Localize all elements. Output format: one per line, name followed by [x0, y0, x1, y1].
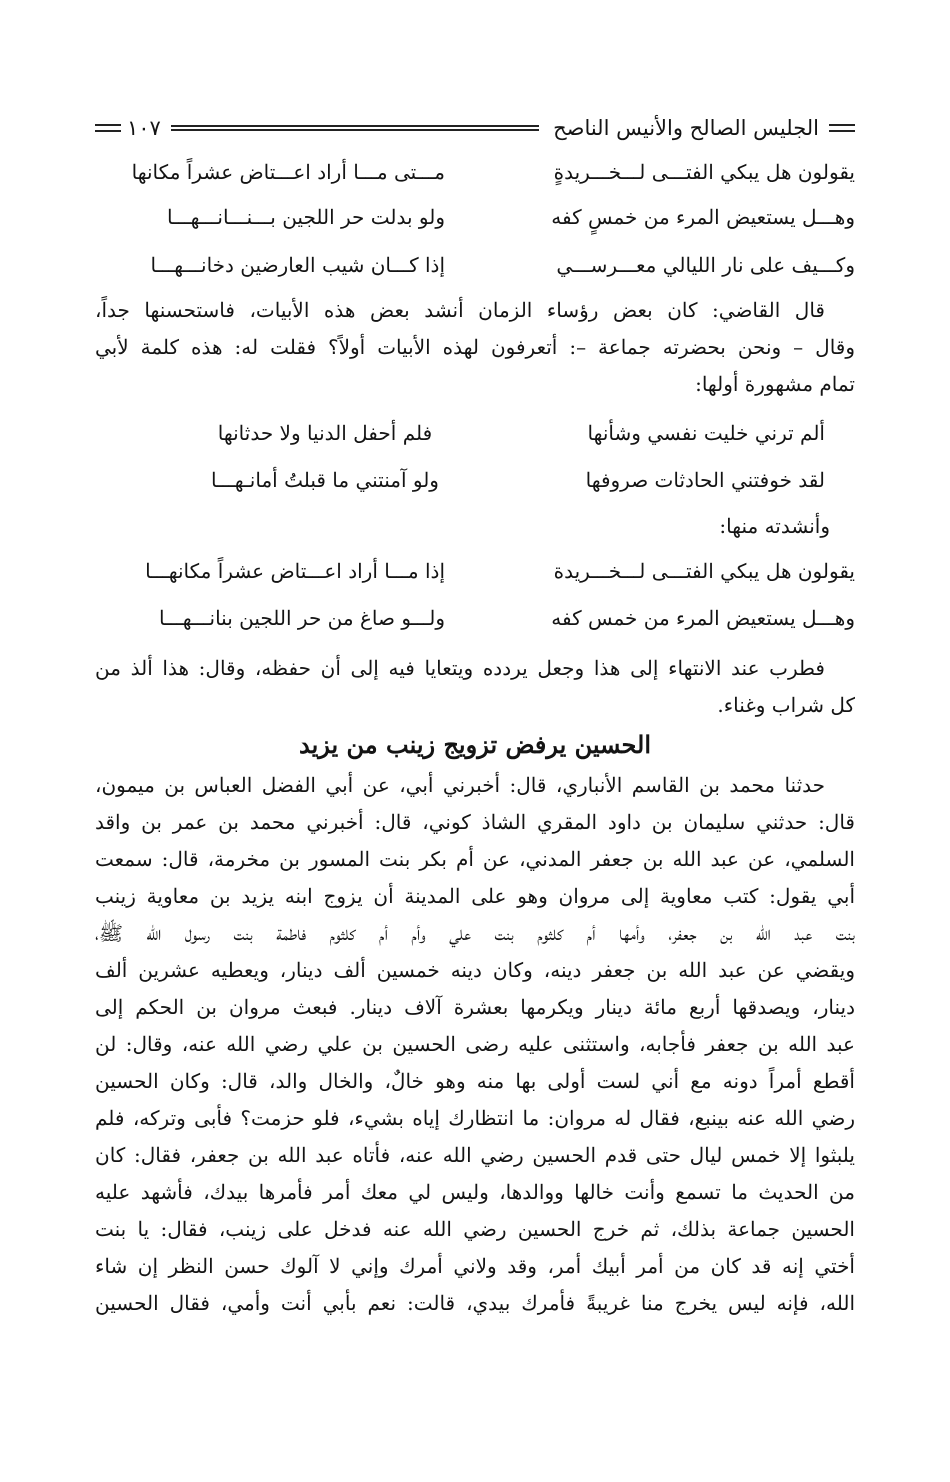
text-line: كل شراب وغناء.	[717, 693, 855, 717]
text-line: وقال – ونحن بحضرته جماعة –: أتعرفون لهذه الأبيات أولاً؟ فقلت له: هذه كلمة لأبي	[95, 335, 855, 359]
verse-first-hemistich: يقولون هل يبكي الفتـــى لـــخـــريدة	[553, 559, 855, 583]
verse-line	[95, 152, 855, 192]
text-line: من الحديث ما تسمع وأنت خالها ووالدها، وليس لي معك أمر فأمرها بيدك، فأشهد عليه	[95, 1180, 855, 1204]
text-line: ويقضي عن عبد الله بن جعفر دينه، وكان دينه خمسين ألف دينار، ويعطيه عشرين ألف	[95, 958, 855, 982]
text-line: أختي إنه قد كان من أمر أبيك أمر، وقد ولاني أمرك وإني لا آلوك حسن النظر إن شاء	[95, 1254, 855, 1278]
verse-line	[95, 413, 855, 453]
verse-first-hemistich: لقد خوفتني الحادثات صروفها	[585, 468, 825, 492]
verse-line	[95, 197, 855, 237]
text-line: قال: حدثني سليمان بن داود المقري الشاذ كوني، قال: أخبرني محمد بن عمر بن واقد	[95, 810, 855, 834]
verse-first-hemistich: يقولون هل يبكي الفتـــى لـــخـــريدةٍ	[553, 160, 855, 184]
paragraph-narration	[95, 767, 855, 1322]
verse-first-hemistich: وكـــيف على نار الليالي معـــرســـي	[556, 253, 855, 277]
text-line: عبد الله بن جعفر فأجابه، واستثنى عليه رضى الحسين بن علي رضي الله عنه، وقال: لن	[95, 1032, 855, 1056]
book-title: الجليس الصالح والأنيس الناصح	[553, 116, 819, 140]
running-header	[95, 110, 855, 146]
text-line: الله، فإنه ليس يخرج منا غريبةً فأمرك بيدي، قالت: نعم بأبي أنت وأمي، فقال الحسين	[95, 1291, 855, 1315]
verse-second-hemistich: إذا مـــا أراد اعـــتاض عشراً مكانهـــا	[145, 559, 445, 583]
text-line: أقطع أمراً دونه مع أني لست أولى بها منه وهو خالٌ، والخال والد، قال: وكان الحسين	[95, 1069, 855, 1093]
text-line: بنت عبد الله بن جعفر، وأمها أم كلثوم بنت علي وأم أم كلثوم فاطمة بنت رسول الله ﷺ،	[95, 921, 855, 945]
verse-second-hemistich: فلم أحفل الدنيا ولا حدثانها	[217, 421, 433, 445]
header-rule	[171, 125, 539, 131]
text-line: فطرب عند الانتهاء إلى هذا وجعل يردده ويتعايا فيه إلى أن حفظه، وقال: هذا ألذ من	[95, 656, 825, 680]
text-line: دينار، ويصدقها أربع مائة دينار ويكرمها بعشرة آلاف دينار. فبعث مروان بن الحكم إلى	[95, 995, 855, 1019]
text-line: رضي الله عنه بينبع، فقال له مروان: ما انتظارك إياه بشيء، فلو حزمت؟ فأبى وتركه، فلم	[95, 1106, 855, 1130]
text-line: أبي يقول: كتب معاوية إلى مروان وهو على المدينة أن يزوج ابنه يزيد بن معاوية زينب	[95, 884, 855, 908]
verse-second-hemistich: ولو بدلت حر اللجين بـــنـــانـــهـــا	[166, 205, 445, 229]
header-ornament-right	[829, 124, 855, 132]
verse-first-hemistich: وهـــل يستعيض المرء من خمس كفه	[551, 606, 855, 630]
text-line: تمام مشهورة أولها:	[695, 372, 855, 396]
paragraph-delight	[95, 650, 855, 724]
text-line: الحسين جماعة بذلك، ثم خرج الحسين رضي الله عنه فدخل على زينب، فقال: يا بنت	[95, 1217, 855, 1241]
section-heading: الحسين يرفض تزويج زينب من يزيد	[298, 730, 652, 759]
verse-second-hemistich: مـــتى مـــا أراد اعـــتاض عشراً مكانها	[131, 160, 445, 184]
verse-first-hemistich: وهـــل يستعيض المرء من خمسٍ كفه	[551, 205, 855, 229]
text-line: يلبثوا إلا خمس ليال حتى قدم الحسين رضي الله عنه، فأتاه عبد الله بن جعفر، فقال: كان	[95, 1143, 855, 1167]
text-line: حدثنا محمد بن القاسم الأنباري، قال: أخبرني أبي، عن أبي الفضل العباس بن ميمون،	[95, 773, 825, 797]
text-line: قال القاضي: كان بعض رؤساء الزمان أنشد بعض هذه الأبيات، فاستحسنها جداً،	[95, 298, 825, 322]
verse-line	[95, 460, 855, 500]
page-number: ١٠٧	[127, 116, 161, 140]
verse-second-hemistich: إذا كـــان شيب العارضين دخانـــهـــا	[150, 253, 445, 277]
verse-first-hemistich: ألم ترني خليت نفسي وشأنها	[587, 421, 825, 445]
header-ornament-left	[95, 124, 121, 132]
text-line: السلمي، عن عبد الله بن جعفر المدني، عن أم بكر بنت المسور بن مخرمة، قال: سمعت	[95, 847, 855, 871]
verse-line	[95, 598, 855, 638]
verse-line	[95, 245, 855, 285]
paragraph-qadi	[95, 292, 855, 403]
verse-line	[95, 551, 855, 591]
recited-intro: وأنشدته منها:	[719, 514, 830, 538]
verse-second-hemistich: ولـــو صاغ من حر اللجين بنانـــهـــا	[159, 606, 445, 630]
verse-second-hemistich: ولو آمنتني ما قبلتُ أمانـهـــا	[211, 468, 439, 492]
